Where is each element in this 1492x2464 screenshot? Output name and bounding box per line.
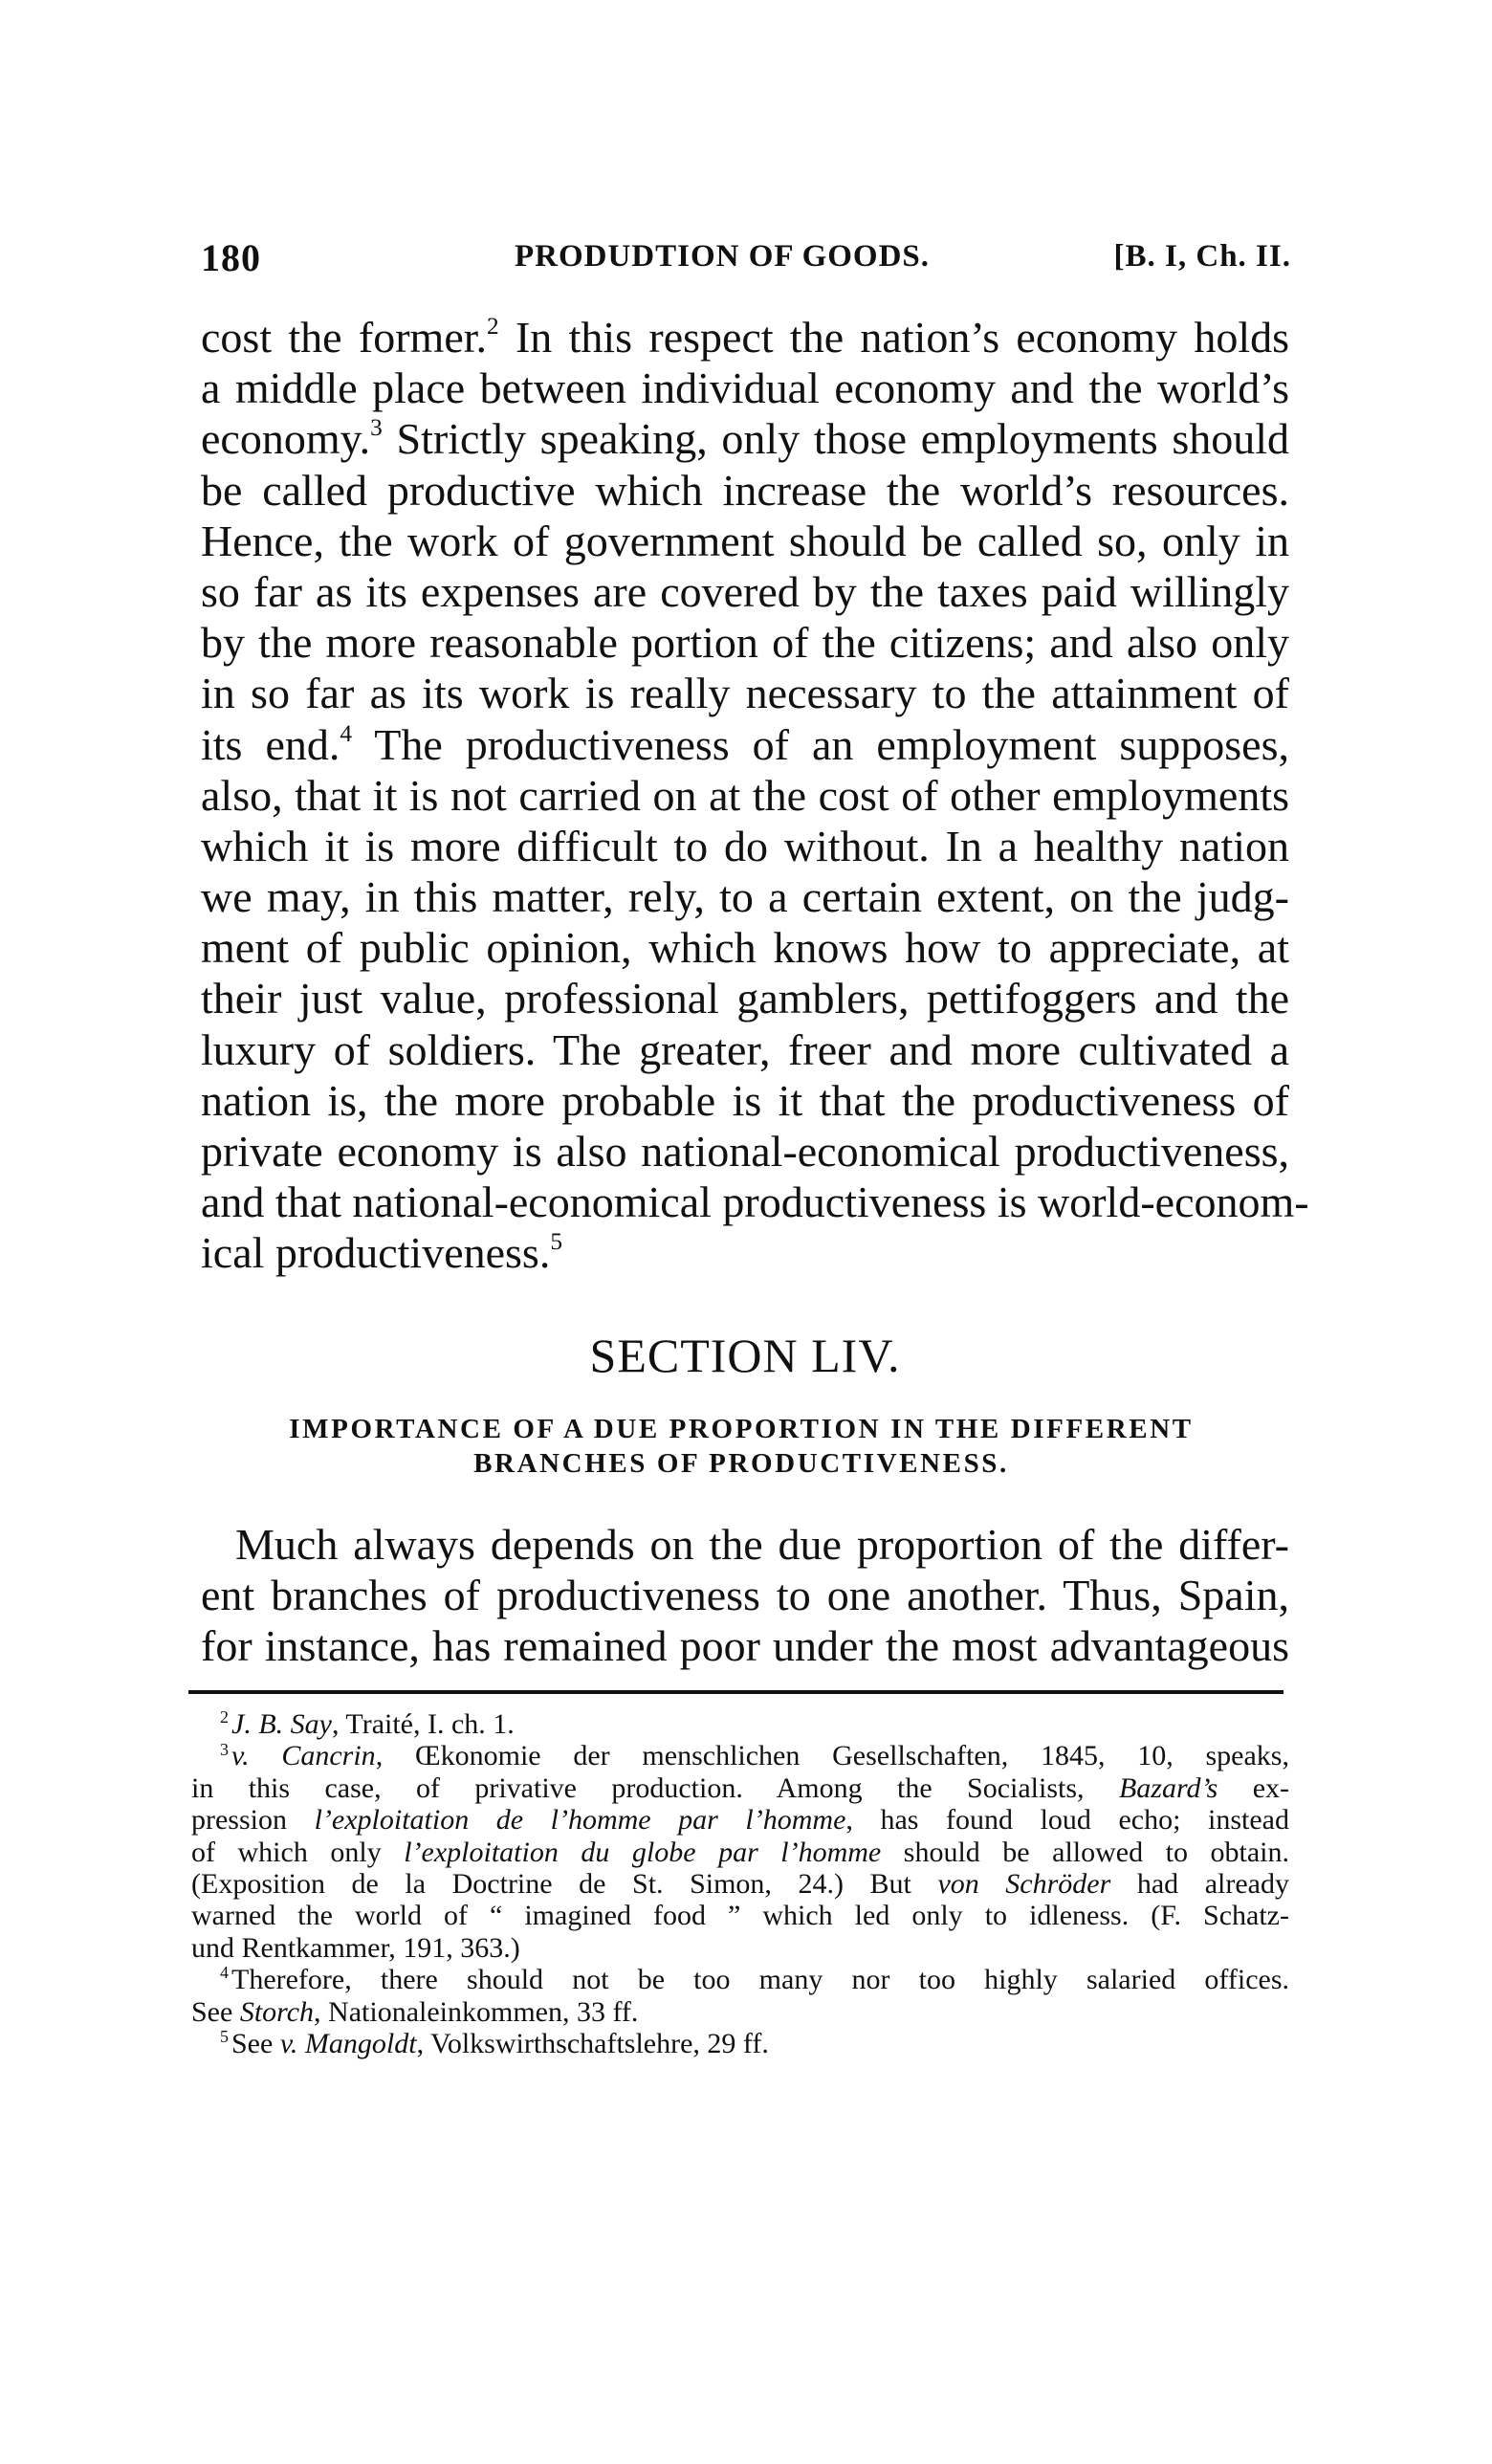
text-line: private economy is also national-economical productiveness, — [201, 1127, 1289, 1176]
footnote-3-line: pression l’exploitation de l’homme par l’homme, has found loud echo; instead — [191, 1804, 1289, 1837]
footnote-3-line: of which only l’exploitation du globe par l’homme should be allowed to obtain. — [191, 1836, 1289, 1868]
text-line: Much always depends on the due proportion of the differ- — [235, 1520, 1289, 1569]
footnote-ref-2[interactable]: 2 — [487, 313, 499, 341]
footnote-3-line: in this case, of privative production. Among the Socialists, Bazard’s ex- — [191, 1771, 1289, 1804]
text-line: cost the former.$^2$ In this respect the nation’s economy holds — [201, 313, 1289, 362]
text-line: ment of public opinion, which knows how to appreciate, at — [201, 923, 1289, 973]
footnote-5: $^5$ See v. Mangoldt, Volkswirthschaftslehre, 29 ff. — [220, 2027, 769, 2059]
text-line: luxury of soldiers. The greater, freer and more cultivated a — [201, 1024, 1289, 1074]
text-line: we may, in this matter, rely, to a certain extent, on the judg- — [201, 872, 1289, 922]
text-line: their just value, professional gamblers, pettifoggers and the — [201, 974, 1289, 1023]
footnote-3-line: (Exposition de la Doctrine de St. Simon, 24.) But von Schröder had already — [191, 1867, 1289, 1900]
text-line: for instance, has remained poor under the most advantageous — [201, 1621, 1289, 1671]
footnote-ref-4[interactable]: 4 — [340, 719, 353, 747]
text-line: and that national-economical productiveness is world-econom- — [201, 1177, 1309, 1227]
body-paragraph-continued — [201, 312, 1309, 1279]
text-line: a middle place between individual economy and the world’s — [201, 363, 1289, 413]
text-line: ical productiveness.$^5$ — [201, 1228, 562, 1278]
footnote-ref-3[interactable]: 3 — [370, 414, 383, 442]
page-number: 180 — [201, 236, 261, 279]
text-line: be called productive which increase the world’s resources. — [201, 465, 1289, 515]
running-title: PRODUDTION OF GOODS. — [514, 239, 931, 274]
footnote-3-line: und Rentkammer, 191, 363.) — [191, 1931, 520, 1964]
footnotes — [191, 1708, 1289, 2059]
text-line: also, that it is not carried on at the cost of other employments — [201, 770, 1289, 820]
section-subtitle: IMPORTANCE OF A DUE PROPORTION IN THE DIFFERENT BRANCHES OF PRODUCTIVENESS. — [289, 1414, 1194, 1479]
text-line: economy.$^3$ Strictly speaking, only those employments should — [201, 414, 1289, 464]
footnote-ref-5[interactable]: 5 — [550, 1228, 562, 1256]
footnote-2: $^2$ J. B. Say, Traité, I. ch. 1. — [220, 1707, 515, 1740]
running-head — [201, 235, 1291, 283]
text-line: nation is, the more probable is it that the productiveness of — [201, 1075, 1289, 1125]
chapter-reference: [B. I, Ch. II. — [1113, 239, 1291, 274]
section-paragraph — [201, 1519, 1289, 1672]
footnote-3: $^3$ v. Cancrin, Œkonomie der menschlichen Gesellschaften, 1845, 10, speaks, — [220, 1739, 1289, 1772]
footnote-4: $^4$ Therefore, there should not be too many nor too highly salaried offices. — [220, 1963, 1289, 1996]
section-heading: SECTION LIV. — [589, 1329, 901, 1382]
footnote-divider — [188, 1690, 1284, 1694]
footnote-4-line: See Storch, Nationaleinkommen, 33 ff. — [191, 1995, 639, 2028]
text-line: in so far as its work is really necessary to the attainment of — [201, 669, 1289, 718]
footnote-3-line: warned the world of “ imagined food ” which led only to idleness. (F. Schatz- — [191, 1900, 1289, 1932]
text-line: Hence, the work of government should be called so, only in — [201, 516, 1289, 565]
text-line: by the more reasonable portion of the citizens; and also only — [201, 618, 1289, 668]
text-line: which it is more difficult to do without. In a healthy nation — [201, 821, 1289, 870]
text-line: ent branches of productiveness to one another. Thus, Spain, — [201, 1571, 1289, 1620]
text-line: its end.$^4$ The productiveness of an employment supposes, — [201, 719, 1289, 769]
text-line: so far as its expenses are covered by the taxes paid willingly — [201, 566, 1289, 616]
